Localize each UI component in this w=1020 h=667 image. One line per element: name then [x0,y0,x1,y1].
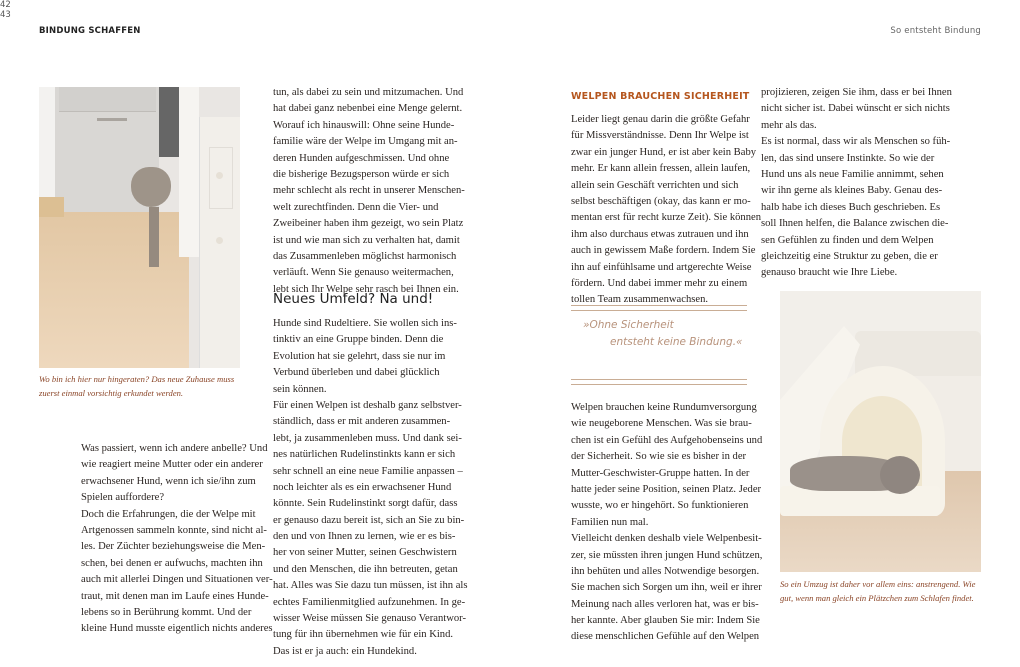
caption-line: zuerst einmal vorsichtig erkundet werden. [39,387,184,398]
text-line: familie wäre der Welpe im Umgang mit an- [273,136,458,148]
text-line: Artgenossen sammeln konnte, sind nicht al- [81,524,267,536]
text-line: lebt sich Ihr Welpe sehr rasch bei Ihnen ein. [273,283,459,295]
caption-line: So ein Umzug ist daher vor allem eins: anstrengend. Wie [780,579,976,589]
text-line: halb habe ich dieses Buch geschrieben. Es [761,201,941,213]
quote-rule-bottom [571,379,747,385]
text-line: Worauf ich hinauswill: Ohne seine Hunde- [273,119,455,131]
text-line: Welpen brauchen keine Rundumversorgung [571,402,757,413]
text-line: Was passiert, wenn ich andere anbelle? Und [81,443,268,454]
text-line: ihn behüten und alles Notwendige besorgen. [571,565,760,577]
text-line: für Missverständnisse. Denn Ihr Welpe ist [571,130,749,142]
text-line: tinktiv an eine Gruppe binden. Denn die [273,334,444,346]
text-line: das Zusammenleben möglichst harmonisch [273,250,457,262]
text-line: chen ist ein Gefühl des Aufgehobenseins und [571,434,763,446]
text-line: tun, als dabei zu sein und mitzumachen. Und [273,87,464,98]
text-line: tollen Team zusammenwachsen. [571,294,709,306]
text-line: ständlich, dass er mit anderen zusammen- [273,416,451,428]
text-line: sein können. [273,383,327,395]
photo-caption-right [780,578,975,605]
running-head-right: So entsteht Bindung [890,26,981,36]
text-line: der Sicherheit. So wie sie es bisher in der [571,451,747,463]
text-line: hatte jeder seine Position, seinen Platz. Jeder [571,483,762,495]
text-line: Verbund überleben und dabei glücklich [273,367,440,379]
text-line: Meinung nach alles verloren hat, was er bis- [571,598,759,610]
column-3-bottom-text [571,400,762,646]
text-line: genauso braucht wie Ihre Liebe. [761,267,898,279]
text-line: sen Gefühlen zu finden und dem Welpen [761,234,934,246]
text-line: lebt, ja zusammenleben muss. Und dank sei- [273,432,462,444]
text-line: Spielen auffordere? [81,492,165,504]
text-line: Zweibeiner haben ihm gezeigt, wo sein Platz [273,218,464,230]
text-line: noch leichter als es ein erwachsener Hund [273,481,452,493]
text-line: selbst beschäftigen (okay, das kann er mo- [571,195,751,207]
text-line: Mutter-Geschwister-Gruppe hatten. In der [571,467,750,479]
text-line: den und von Ihnen zu lernen, wie er es bis- [273,531,456,543]
text-line: Leider liegt genau darin die größte Gefahr [571,114,750,125]
section-heading: Neues Umfeld? Na und! [273,291,434,307]
pull-quote-line: »Ohne Sicherheit [583,319,674,331]
text-line: Hunde sind Rudeltiere. Sie wollen sich ins- [273,318,457,329]
photo-caption-left [39,373,234,400]
text-line: auch in gewissem Maße fordern. Indem Sie [571,245,756,257]
text-line: her kannte. Aber glauben Sie mir: Indem Sie [571,615,760,627]
text-line: Evolution hat sie gelehrt, dass sie nur im [273,350,446,362]
text-line: hat. Alles was Sie dazu tun müssen, ist ihn als [273,580,468,592]
text-line: traut, mit denen man im Laufe eines Hunde- [81,590,269,602]
text-line: her von seiner Mutter, seinen Geschwistern [273,547,457,559]
text-line: gleichzeitig eine Struktur zu geben, die er [761,250,938,262]
text-line: welt zurechtfinden. Denn die Vier- und [273,201,439,213]
text-line: nes natürlichen Rudelinstinkts kann er sich [273,449,456,461]
text-line: deren Hunden aufgeschmissen. Und ohne [273,152,450,164]
text-line: les. Der Züchter beziehungsweise die Men- [81,541,266,553]
text-line: len, das sind unsere Instinkte. So wie der [761,152,935,164]
text-line: soll Ihnen helfen, die Balance zwischen die- [761,218,949,230]
text-line: Sie machen sich Sorgen um ihn, weil er ihrer [571,582,762,594]
text-line: Für einen Welpen ist deshalb ganz selbstver- [273,399,462,411]
puppy-sleeping-photo [780,291,981,572]
text-line: ihn auf einfühlsame und artgerechte Weise [571,261,752,273]
text-line: ist und wie man sich zu verhalten hat, damit [273,234,460,246]
text-line: wie reagiert meine Mutter oder ein anderer [81,459,263,471]
caption-line: gut, wenn man gleich ein Plätzchen zum Schlafen findet. [780,592,974,603]
text-line: tung für ihn übernehmen wie für ein Kind. [273,629,454,641]
text-line: nicht sicher ist. Dabei wünscht er sich nichts [761,103,950,115]
box-heading: WELPEN BRAUCHEN SICHERHEIT [571,91,750,102]
page-number-left: 42 [0,0,11,10]
text-line: verläuft. Wenn Sie genauso weitermachen, [273,267,454,279]
text-line: die bisherige Bezugsperson würde er sich [273,168,450,180]
text-line: wusste, wo er hingehört. So funktionieren [571,500,749,512]
running-head-left: BINDUNG SCHAFFEN [39,26,141,36]
puppy-peeking-photo [39,87,240,368]
text-line: kleine Hund musste eigentlich nichts anderes [81,623,273,635]
text-line: zer, sie müssten ihren jungen Hund schützen, [571,549,763,561]
text-line: Vielleicht denken deshalb viele Welpenbesit- [571,533,762,545]
text-line: allein sein Geschäft verrichten und sich [571,179,739,191]
text-line: ihm also durchaus etwas zutrauen und ihn [571,228,749,240]
text-line: Doch die Erfahrungen, die der Welpe mit [81,508,256,520]
text-line: wir ihn gerne als kleines Baby. Genau des- [761,185,943,197]
text-line: diese menschlichen Gefühle auf den Welpen [571,631,760,643]
text-line: schen, bei denen er aufwuchs, machten ihn [81,557,263,569]
text-line: mehr als das. [761,119,817,131]
text-line: sehr schnell an eine neue Familie anpassen – [273,465,463,477]
column-1-text [81,441,273,638]
text-line: auch mit allerlei Dingen und Situationen ver- [81,574,273,586]
caption-line: Wo bin ich hier nur hingeraten? Das neue Zuhause muss [39,374,235,384]
text-line: mehr schlecht als recht in unserer Menschen- [273,185,465,197]
text-line: und den Menschen, die ihn betreuten, getan [273,563,458,575]
text-line: Das ist er ja auch: ein Hundekind. [273,645,417,657]
text-line: fördern. Und dabei immer mehr zu einem [571,277,748,289]
pull-quote-line: entsteht keine Bindung.« [610,336,743,348]
text-line: lebens so in Berührung kommt. Und der [81,606,252,618]
text-line: könnte. Sein Rudelinstinkt sorgt dafür, dass [273,498,458,510]
text-line: Familien nun mal. [571,516,649,528]
text-line: wisser Weise müssen Sie genauso Verantwor- [273,613,467,625]
text-line: projizieren, zeigen Sie ihm, dass er bei Ihnen [761,87,952,98]
text-line: wie neugeborene Menschen. Was sie brau- [571,418,752,430]
text-line: Hund uns als neue Familie annimmt, sehen [761,168,944,180]
quote-rule-top [571,305,747,311]
text-line: Es ist normal, dass wir als Menschen so füh- [761,136,951,148]
column-2-top-text [273,85,465,298]
column-2-bottom-text [273,316,468,660]
text-line: mehr. Er kann allein fressen, allein laufen, [571,163,751,175]
column-3-top-text [571,112,761,309]
text-line: zwar ein junger Hund, er ist aber kein Baby [571,146,757,158]
page-number-right: 43 [0,10,11,20]
text-line: echtes Familienmitglied aufzunehmen. In ge- [273,596,466,608]
text-line: er genauso dazu bereit ist, sich an Sie zu bin- [273,514,465,526]
text-line: hat dabei ganz nebenbei eine Menge gelernt. [273,103,463,115]
column-4-text [761,85,952,282]
text-line: erwachsener Hund, wenn ich sie/ihn zum [81,475,256,487]
text-line: mentan erst für recht kurze Zeit). Sie können [571,212,762,224]
